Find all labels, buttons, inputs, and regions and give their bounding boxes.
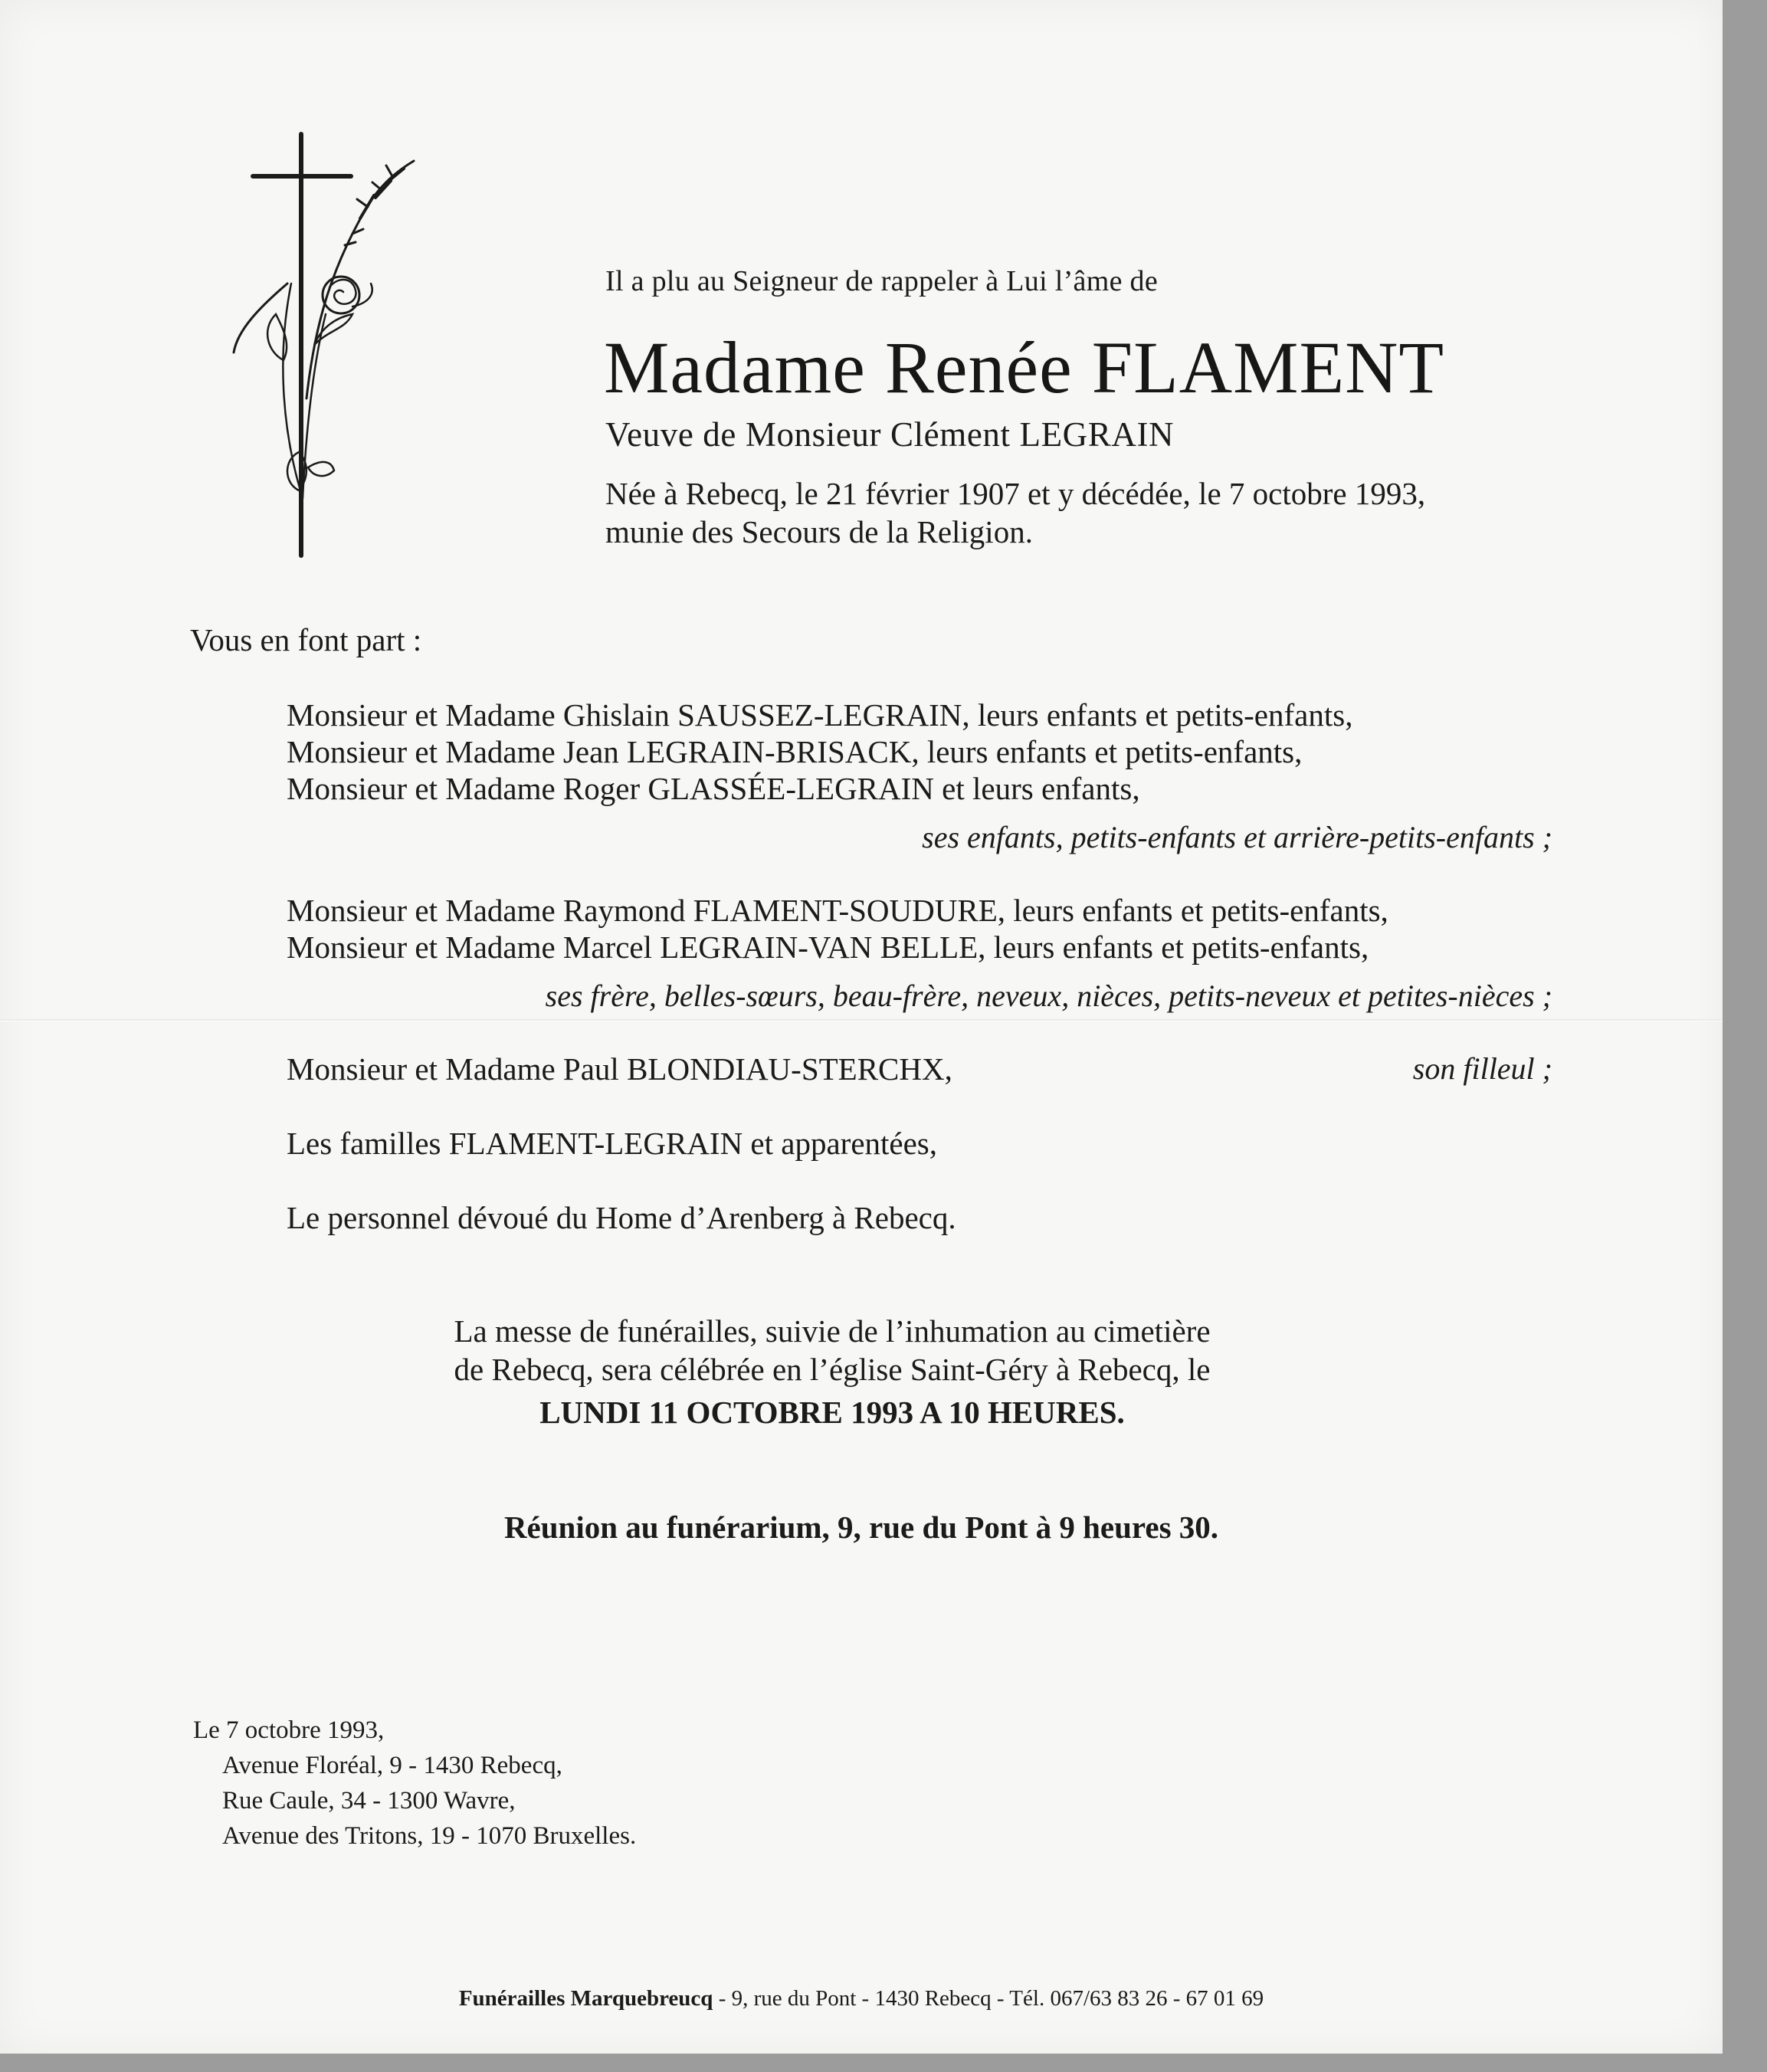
ceremony-line: de Rebecq, sera célébrée en l’église Saint-Géry à Rebecq, le (454, 1352, 1211, 1387)
family-line: Monsieur et Madame Roger GLASSÉE-LEGRAIN et leurs enfants, (287, 771, 1140, 806)
meeting-line: Réunion au funérarium, 9, rue du Pont à 9 heures 30. (503, 1510, 1219, 1545)
address-date: Le 7 octobre 1993, (193, 1716, 385, 1744)
fold-line (0, 1019, 1723, 1021)
family-line: Monsieur et Madame Jean LEGRAIN-BRISACK, leurs enfants et petits-enfants, (287, 734, 1303, 769)
address-line: Avenue Floréal, 9 - 1430 Rebecq, (222, 1752, 562, 1779)
deceased-name: Madame Renée FLAMENT (604, 326, 1445, 408)
family-line: Monsieur et Madame Ghislain SAUSSEZ-LEGRAIN, leurs enfants et petits-enfants, (287, 697, 1353, 733)
cross-with-wheat-and-rose-icon (230, 130, 429, 559)
relation-line: son filleul ; (1412, 1051, 1552, 1086)
intro-line: Il a plu au Seigneur de rappeler à Lui l’âme de (605, 265, 1159, 297)
funeral-home-footer (0, 1988, 1723, 2010)
staff-line: Le personnel dévoué du Home d’Arenberg à Rebecq. (287, 1200, 956, 1235)
birth-death-line: Née à Rebecq, le 21 février 1907 et y décédée, le 7 octobre 1993, (605, 476, 1426, 511)
relation-line: ses frère, belles-sœurs, beau-frère, neveux, nièces, petits-neveux et petites-nièces ; (545, 979, 1552, 1013)
religion-line: munie des Secours de la Religion. (605, 514, 1033, 549)
widow-line: Veuve de Monsieur Clément LEGRAIN (605, 415, 1175, 454)
address-line: Avenue des Tritons, 19 - 1070 Bruxelles. (222, 1822, 637, 1850)
ceremony-line: La messe de funérailles, suivie de l’inhumation au cimetière (454, 1313, 1211, 1349)
family-line: Monsieur et Madame Marcel LEGRAIN-VAN BELLE, leurs enfants et petits-enfants, (287, 929, 1369, 965)
funeral-home-details: - 9, rue du Pont - 1430 Rebecq - Tél. 067/63 83 26 - 67 01 69 (713, 1986, 1264, 2011)
family-intro: Vous en font part : (190, 622, 422, 657)
family-line: Monsieur et Madame Paul BLONDIAU-STERCHX, (287, 1051, 952, 1087)
families-line: Les familles FLAMENT-LEGRAIN et apparentées, (287, 1126, 938, 1161)
relation-line: ses enfants, petits-enfants et arrière-petits-enfants ; (922, 820, 1552, 854)
address-line: Rue Caule, 34 - 1300 Wavre, (222, 1787, 516, 1815)
ceremony-date: LUNDI 11 OCTOBRE 1993 A 10 HEURES. (539, 1395, 1125, 1430)
family-line: Monsieur et Madame Raymond FLAMENT-SOUDURE, leurs enfants et petits-enfants, (287, 893, 1388, 928)
funeral-home-name: Funérailles Marquebreucq (458, 1986, 713, 2011)
